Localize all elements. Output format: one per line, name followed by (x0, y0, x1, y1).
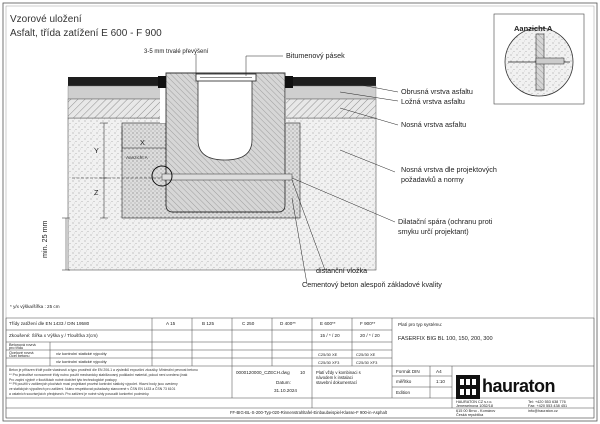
date-value: 31.10.2024 (274, 388, 297, 393)
company-tel: Tel: +420 553 638 776 (528, 400, 566, 404)
company-addr1: Jeneweinova 1052/18 (456, 404, 493, 408)
note-line: a ostatních souvisejících předpisech. Pro zatížení je nutné vždy posoudit konkrétní podmínky. (9, 391, 150, 396)
footer-code: FF-BIG-BL-S-200-Typ-020-Rinnenstrahltafel-Einbaubeispiel-Klasse-F 900-in-Asphalt (230, 410, 387, 415)
note-line: Pro zaplní výplně v tloušťkách nutné dodržet tyto technologické postupy (9, 377, 117, 382)
abrasion-label: Obrusná vrstva asfaltu (401, 87, 473, 96)
sheet-number: 10 (300, 370, 306, 375)
dimension-min25: min. 25 mm (40, 220, 49, 258)
steel-row-label: Ocelové rovná (9, 351, 34, 355)
concrete-e600: C25/30 XE (318, 352, 338, 357)
brand-name: hauraton (482, 376, 556, 396)
company-addr3: Česká republika (456, 413, 484, 417)
exposure-f900: C25/30 XF3 (356, 360, 378, 365)
class-f900: F 900** (360, 321, 376, 326)
note-line: Beton je přiřazen třídě podle vlastností a typu prostředí dle EN 206-1 a výsledků expoziční zkoušky. Minimální pevnost betonu (9, 368, 198, 372)
format-value: A4 (436, 369, 442, 374)
base-asphalt-label: Nosná vrstva asfaltu (401, 120, 467, 129)
load-class-label: Třídy zatížení dle EN 1433 / DIN 19580 (9, 321, 90, 326)
approval-line-3: stavební dokumentací (316, 380, 357, 385)
notes-block (9, 368, 229, 398)
class-c250: C 250 (242, 321, 255, 326)
steel-row-label-2: Ocel betonu (9, 354, 30, 358)
date-label: Datum: (276, 380, 291, 385)
spacer-strip (162, 174, 292, 180)
base-project-label-1: Nosná vrstva dle projektových (401, 165, 497, 174)
base-project-label-2: požadavků a normy (401, 175, 464, 184)
detail-callout-label: Aanzicht A (126, 155, 148, 160)
approval-line-1: Platí vždy v kombinaci s (316, 370, 361, 375)
detail-view-title: Aanzicht A (514, 24, 553, 33)
edition-label: Edition (396, 390, 411, 395)
expansion-label-1: Dilatační spára (ochranu proti (398, 217, 493, 226)
static-calc-2: viz kontrolní statické výpočty (56, 359, 107, 364)
used-for-label: Platí pro typ systému: (398, 322, 443, 327)
tested-f900: 20 / * / 20 (360, 333, 380, 338)
used-for-value: FASERFIX BIG BL 100, 150, 200, 300 (398, 336, 493, 342)
footnote: * y/x výška/šířka : 25 cm (10, 304, 60, 309)
format-label: Formát DIN (396, 369, 420, 374)
concrete-row-label: Betonová rovná (9, 343, 36, 347)
company-fax: Fax: +420 553 438 451 (528, 404, 568, 408)
dimension-x: X (140, 138, 145, 147)
channel-inner (198, 80, 252, 160)
bedding-label: Ložná vrstva asfaltu (401, 97, 465, 106)
class-a15: A 15 (166, 321, 176, 326)
note-line: ** Pro jednotlivé rovnocenné třídy nutno použít mechanicky stabilizovaný podkladní materiál, pokud není uvedeno jinak (9, 372, 188, 377)
company-mail: info@hauraton.cz (528, 409, 558, 413)
joint-gap-label: 3-5 mm trvalé převýšení (144, 49, 209, 55)
class-b125: B 125 (202, 321, 215, 326)
scale-value: 1:10 (436, 379, 445, 384)
concrete-label: Cementový beton alespoň základové kvality (302, 280, 442, 289)
hauraton-logo-icon (456, 375, 480, 399)
static-calc-1: viz kontrolní statické výpočty (56, 351, 107, 356)
note-line: ve statických výpočtech pro zatížení. Nutno respektovat požadavky stanovené v ČSN EN 1433 a ČSN 73 6101 (9, 387, 176, 392)
bitumen-joint-left (158, 76, 166, 88)
tested-label: Zkoušené: Šířka x Výška y / Tloušťka z(cm) (9, 333, 98, 338)
company-addr2: 615 00 Brno - Komárov (456, 409, 496, 413)
tested-e600: 15 / * / 20 (320, 333, 340, 338)
concrete-row-label-2: pro třídu (9, 346, 24, 350)
dimension-y: Y (94, 146, 99, 155)
class-e600: E 600** (320, 321, 336, 326)
expansion-label-2: smyku určí projektant) (398, 227, 469, 236)
exposure-e600: C25/30 XF3 (318, 360, 340, 365)
note-line: ** Při použití v zatížených plochách musí projektant provést kontrolní statický výpočet. Hlavní body jsou uvedeny (9, 382, 178, 387)
concrete-f900: C25/30 XE (356, 352, 376, 357)
scale-label: měřítko (396, 379, 412, 384)
page-title: Vzorové uložení (10, 14, 82, 25)
company-name: HAURATON CZ s.r.o. (456, 400, 493, 404)
spacer-label: distanční vložka (316, 266, 368, 275)
file-name: 0000120000_CZECH.dwg (236, 370, 290, 375)
bitumen-label: Bitumenový pásek (286, 51, 345, 60)
hauraton-logo (454, 373, 594, 403)
dimension-z: Z (94, 188, 99, 197)
approval-line-2: návodem k instalaci (316, 375, 353, 380)
bitumen-joint-right (285, 76, 293, 88)
class-d400: D 400** (280, 321, 296, 326)
page-subtitle: Asfalt, třída zatížení E 600 - F 900 (10, 28, 162, 39)
